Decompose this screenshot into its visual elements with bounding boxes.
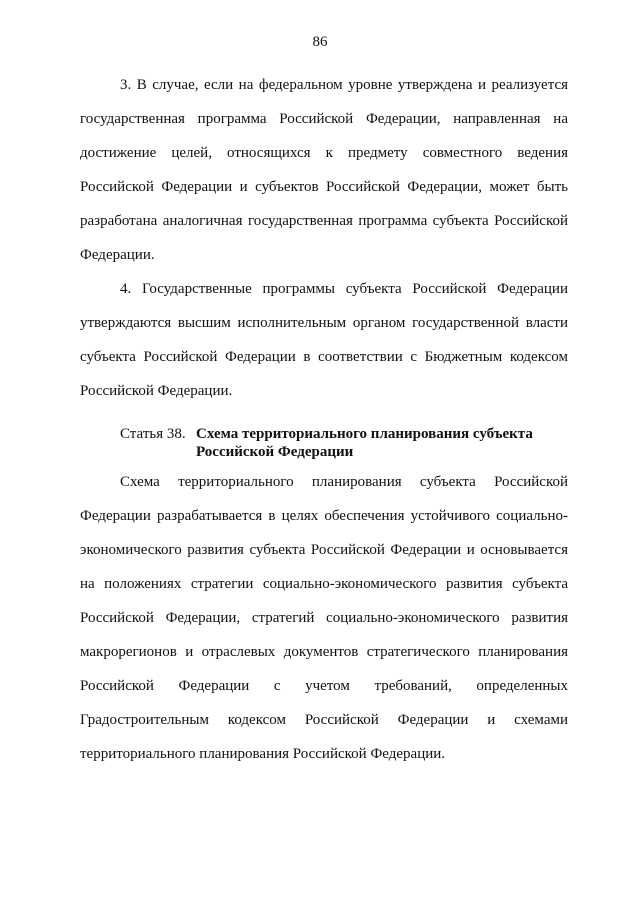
paragraph-4: 4. Государственные программы субъекта Российской Федерации утверждаются высшим исполнительным органом государственной власти субъекта Российской Федерации в соответствии с Бюджетным кодексом Российской Федерации. [80, 281, 568, 399]
article-label: Статья 38. [120, 426, 186, 442]
paragraph-article-38: Схема территориального планирования субъекта Российской Федерации разрабатывается в целях обеспечения устойчивого социально-экономического развития субъекта Российской Федерации и основывается на положениях стратегии социально-экономического развития субъекта Российской Федерации, стратегий социально-экономического развития макрорегионов и отраслевых документов стратегического планирования Российской Федерации с учетом требований, определенных Градостроительным кодексом Российской Федерации и схемами территориального планирования Российской Федерации. [80, 474, 568, 762]
article-title: Схема территориального планирования субъекта Российской Федерации [196, 426, 533, 460]
paragraph-3: 3. В случае, если на федеральном уровне утверждена и реализуется государственная программа Российской Федерации, направленная на достижение целей, относящихся к предмету совместного ведения Российской Федерации и субъектов Российской Федерации, может быть разработана аналогичная государственная программа субъекта Российской Федерации. [80, 77, 568, 263]
page-number: 86 [312, 34, 328, 50]
section-top [80, 68, 568, 408]
section-bottom [80, 465, 568, 771]
